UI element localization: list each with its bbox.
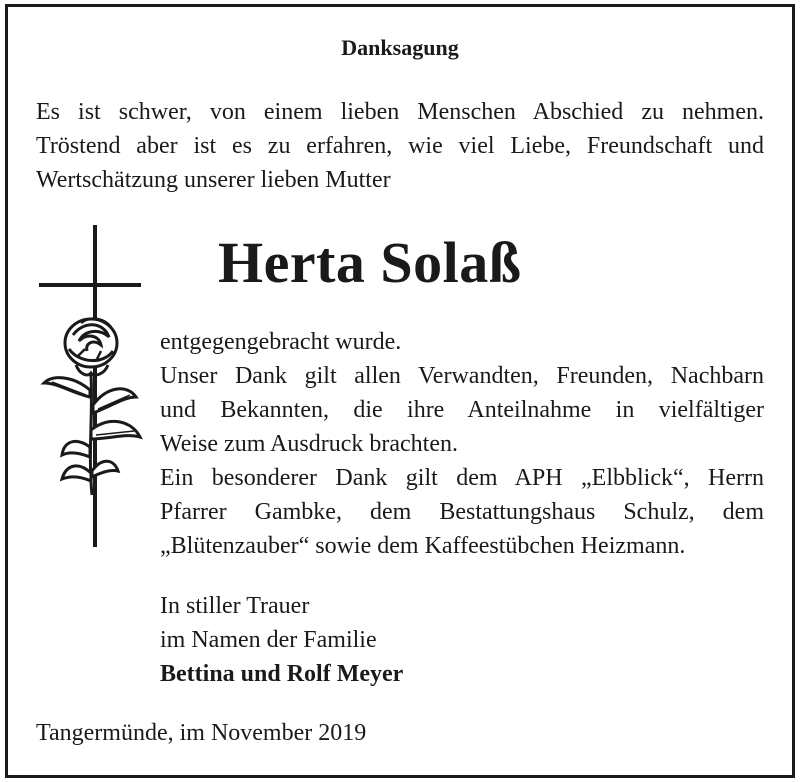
deceased-name: Herta Solaß <box>218 230 522 295</box>
intro-paragraph <box>36 95 764 197</box>
body-line: entgegengebracht wurde. <box>160 329 402 355</box>
body-line: Pfarrer Gambke, dem Bestattungshaus Schulz, dem <box>160 499 764 525</box>
closing-line: In stiller Trauer <box>160 593 310 619</box>
signatory-names: Bettina und Rolf Meyer <box>160 661 404 687</box>
body-paragraph <box>160 325 764 563</box>
closing-line: im Namen der Familie <box>160 627 377 653</box>
intro-line: Wertschätzung unserer lieben Mutter <box>36 167 391 193</box>
body-line: Unser Dank gilt allen Verwandten, Freunden, Nachbarn <box>160 363 764 389</box>
body-line: Ein besonderer Dank gilt dem APH „Elbblick“, Herrn <box>160 465 764 491</box>
notice-heading: Danksagung <box>341 35 459 60</box>
closing-block <box>160 589 403 691</box>
cross-with-rose-icon <box>36 225 146 555</box>
intro-line: Es ist schwer, von einem lieben Menschen Abschied zu nehmen. <box>36 99 764 125</box>
intro-line: Tröstend aber ist es zu erfahren, wie viel Liebe, Freundschaft und <box>36 133 764 159</box>
body-line: und Bekannten, die ihre Anteilnahme in vielfältiger <box>160 397 764 423</box>
place-date: Tangermünde, im November 2019 <box>36 720 367 746</box>
body-line: „Blütenzauber“ sowie dem Kaffeestübchen Heizmann. <box>160 533 686 559</box>
body-line: Weise zum Ausdruck brachten. <box>160 431 458 457</box>
notice-frame <box>5 4 795 778</box>
